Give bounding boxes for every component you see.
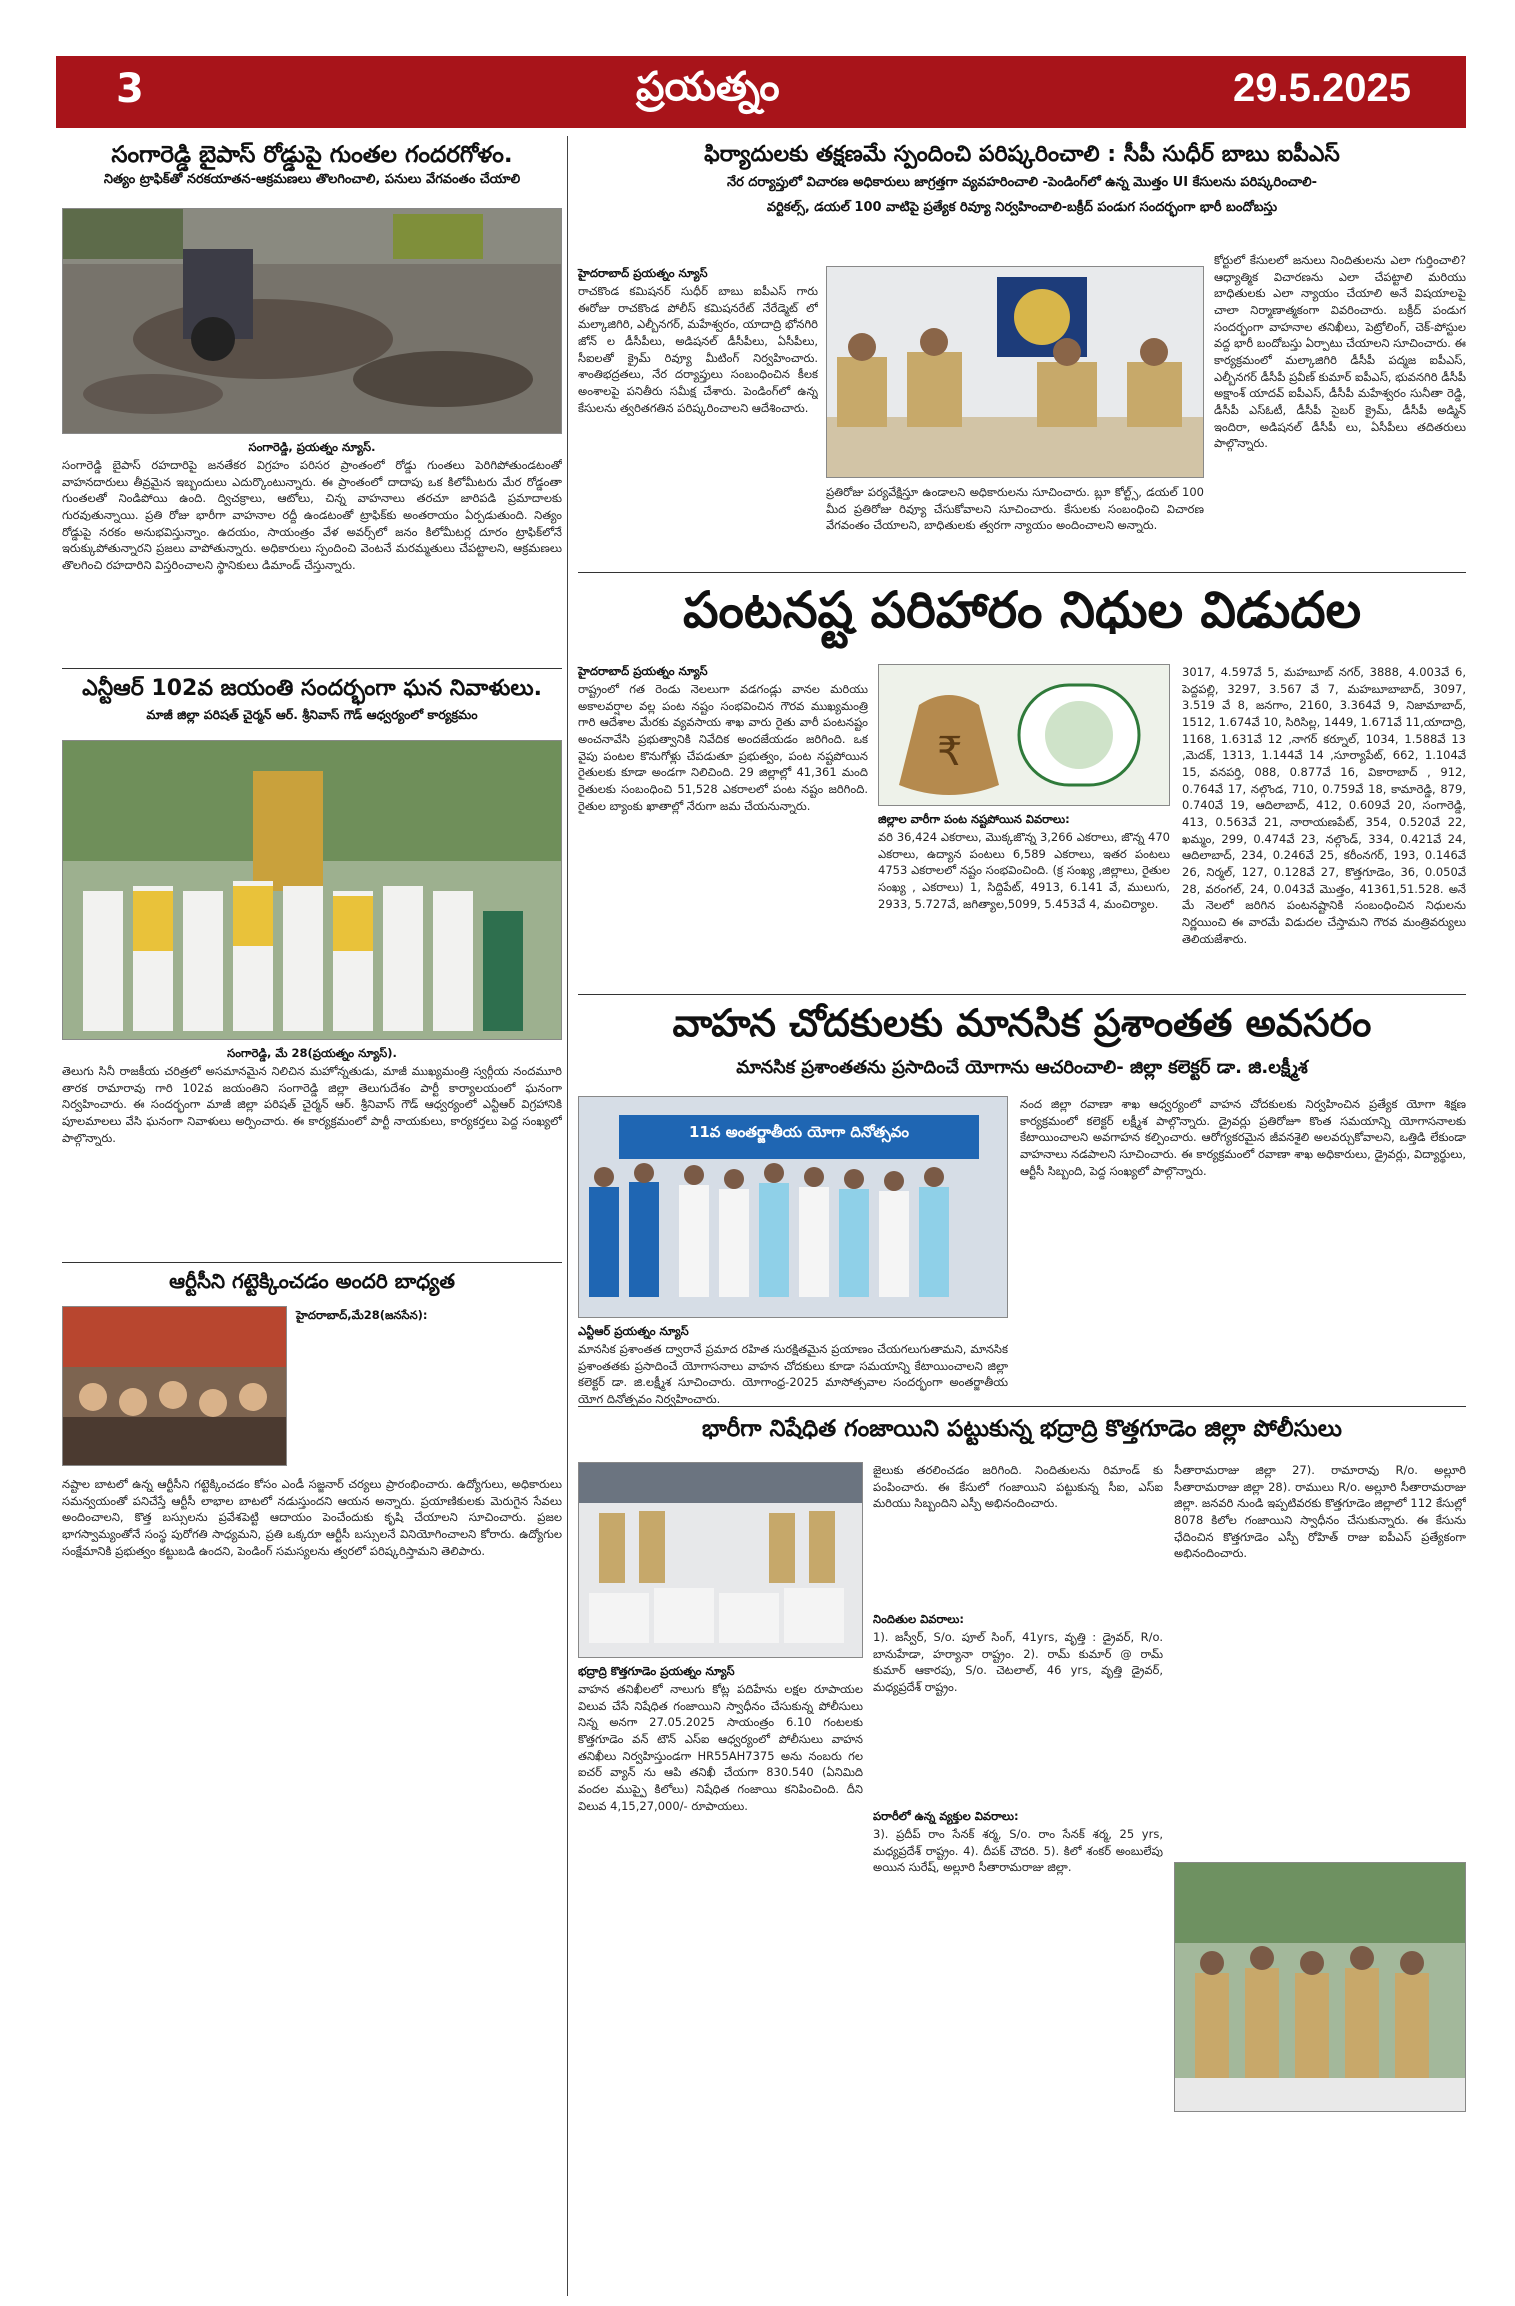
ganja-police-photo <box>1174 1862 1466 2112</box>
rtc-headline: ఆర్టీసీని గట్టెక్కించడం అందరి బాధ్యత <box>169 1269 455 1293</box>
divider <box>578 994 1466 995</box>
absconding-heading: పరారీలో ఉన్న వ్యక్తుల వివరాలు: <box>873 1809 1019 1823</box>
bypass-article <box>62 142 562 189</box>
cp-col-left <box>578 266 818 487</box>
absconding-body: 3). ప్రదీప్ రాం సేనక్ శర్మ, S/o. రాం సేనక్ శర్మ, 25 yrs, మధ్యప్రదేశ్ రాష్ట్రం. 4). దీపక్ చౌదరి. 5). కిలో శంకర్ అంబులేపు అయిన సురేష్, అల్లూరి సీతారామరాజు జిల్లా. <box>873 1827 1163 1875</box>
ganja-body-right: సీతారామరాజు జిల్లా 27). రామారావు R/o. అల్లూరి సీతారామరాజు జిల్లా 28). రాములు R/o. అల్లూరి సీతారామరాజు జిల్లా. జనవరి నుండి ఇప్పటివరకు కొత్తగూడెం జిల్లాలో 112 కేసుల్లో 8078 కిలోల గంజాయిని స్వాధీనం చేసుకున్నారు. ఈ కేసును ఛేదించిన కొత్తగూడెం ఎస్పీ రోహిత్ రాజు ఐపీఎస్ ప్రత్యేకంగా అభినందించారు. <box>1174 1463 1466 1561</box>
rtc-dateline: హైదరాబాద్,మే28(జనసేన): <box>296 1308 428 1322</box>
crop-district-heading: జిల్లాల వారీగా పంట నష్టపోయిన వివరాలు: <box>878 812 1070 826</box>
seized-packets-illustration <box>579 1463 863 1658</box>
cp-body-right: కోర్టులో కేసులలో జనులు నిందితులను ఎలా గుర్తించాలి? ఆధ్యాత్మిక విచారణను ఎలా చేపట్టాలి మరియు బాధితులకు ఎలా న్యాయం చేయాలి అనే విషయాలపై చాలా నిర్మాణాత్మకంగా వివరించారు. బక్రీద్ పండుగ సందర్భంగా వాహనాల తనిఖీలు, పెట్రోలింగ్, చెక్-పోస్టుల వద్ద భారీ బందోబస్తు ఏర్పాటు చేయాలని సూచించారు. ఈ కార్యక్రమంలో మల్కాజిగిరి డీసీపీ పద్మజ ఐపీఎస్, ఎల్బీనగర్ డీసీపీ ప్రవీణ్ కుమార్ ఐపీఎస్, భువనగిరి డీసీపీ అక్షాంశ్ యాదవ్ ఐపీఎస్, డీసీపీ మహేశ్వరం సునీతా రెడ్డి, డీసీపీ ఎస్ఓటీ, డీసీపీ సైబర్ క్రైమ్, డీసీపీ అడ్మిన్ ఇందిరా, అడిషనల్ డీసీపీ లు, ఏసీపీలు తదితరులు పాల్గొన్నారు. <box>1214 253 1466 451</box>
yoga-body-left: మానసిక ప్రశాంతత ద్వారానే ప్రమాద రహిత సురక్షితమైన ప్రయాణం చేయగలుగుతామని, మానసిక ప్రశాంతతకు ప్రసాదించే యోగాసనాలు వాహన చోదకులు కూడా సమయాన్ని కేటాయించాలని జిల్లా కలెక్టర్ డా. జి.లక్ష్మీశ సూచించారు. యోగాంధ్ర-2025 మాసోత్సవాల సందర్భంగా అంతర్జాతీయ యోగ దినోత్సవం నిర్వహించారు. <box>578 1342 1008 1407</box>
ganja-body-left: వాహన తనిఖీలలో నాలుగు కోట్ల పదిహేను లక్షల రూపాయల విలువ చేసే నిషేధిత గంజాయిని స్వాధీనం చేసుకున్న పోలీసులు నిన్న అనగా 27.05.2025 సాయంత్రం 6.10 గంటలకు కొత్తగూడెం వన్ టౌన్ ఎస్ఐ ఆధ్వర్యంలో పోలీసులు వాహన తనిఖీలు నిర్వహిస్తుండగా HR55AH7375 అను నంబరు గల ఐచర్ వ్యాన్ ను ఆపి తనిఖీ చేయగా 830.540 (ఏనిమిది వందల ముప్పై కిలోలు) నిషేధిత గంజాయి కనిపించింది. దీని విలువ 4,15,27,000/- రూపాయలు. <box>578 1682 863 1813</box>
divider <box>578 1406 1466 1407</box>
yoga-photo <box>578 1096 1008 1318</box>
accused-body: 1). జస్వీర్, S/o. పూల్ సింగ్, 41yrs, వృత్తి : డ్రైవర్, R/o. బానుహేడా, హర్యానా రాష్ట్రం. 2). రామ్ కుమార్ @ రామ్ కుమార్ ఆకారపు, S/o. చెటలాల్, 46 yrs, వృత్తి డ్రైవర్, మధ్యప్రదేశ్ రాష్ట్రం. <box>873 1630 1163 1695</box>
page-number: 3 <box>116 66 144 112</box>
cp-subhead-1: నేర దర్యాప్తులో విచారణ అధికారులు జాగ్రత్తగా వ్యవహరించాలి -పెండింగ్‌లో ఉన్న మొత్తం UI కేసులను పరిష్కరించాలి- <box>726 175 1318 191</box>
ntr-subhead: మాజీ జిల్లా పరిషత్ చైర్మన్ ఆర్. శ్రీనివాస్ గౌడ్ ఆధ్వర్యంలో కార్యక్రమం <box>146 707 478 723</box>
cp-meeting-photo <box>826 266 1204 478</box>
ntr-text <box>62 1046 562 1261</box>
cp-body-left: రాచకొండ కమిషనర్ సుధీర్ బాబు ఐపీఎస్ గారు ఈరోజు రాచకొండ పోలీస్ కమిషనరేట్ నేరేడ్మెట్ లో మల్కాజిగిరి, ఎల్బీనగర్, మహేశ్వరం, యాదాద్రి భోనగిరి జోన్ ల డీసీపీలు, అడిషనల్ డీసీపీలు, ఏసీపీలు, సీఐలతో క్రైమ్ రివ్యూ మీటింగ్ నిర్వహించారు. శాంతిభద్రతలు, నేర దర్యాప్తులు సంబంధించిన కీలక అంశాలపై పనితీరు సమీక్ష చేశారు. పెండింగ్‌లో ఉన్న కేసులను త్వరితగతిన పరిష్కరించాలని ఆదేశించారు. <box>578 284 818 415</box>
road-potholes-illustration <box>63 209 562 434</box>
bypass-headline: సంగారెడ్డి బైపాస్ రోడ్డుపై గుంతల గందరగోళం. <box>111 142 513 168</box>
crop-headline: పంటనష్ట పరిహారం నిధుల విడుదల <box>682 581 1362 639</box>
ntr-tribute-photo <box>62 740 562 1040</box>
bypass-dateline: సంగారెడ్డి, ప్రయత్నం న్యూస్. <box>248 440 376 454</box>
ganja-dateline: భద్రాద్రి కొత్తగూడెం ప్రయత్నం న్యూస్ <box>578 1664 735 1678</box>
cp-article <box>578 142 1466 217</box>
money-bag-illustration <box>879 665 1170 806</box>
masthead <box>56 56 1466 128</box>
crop-body-left: రాష్ట్రంలో గత రెండు నెలలుగా వడగండ్లు వానల మరియు అకాలవర్షాల వల్ల పంట నష్టం సంభవించిన గౌరవ ముఖ్యమంత్రి గారి ఆదేశాల మేరకు వ్యవసాయ శాఖ వారు రైతు వారీ పంటనష్టం అంచనావేసి ప్రభుత్వానికి నివేదిక అందజేయడం జరిగింది. ఒక వైపు పంటల కొనుగోళ్లు చేపడుతూ ప్రభుత్వం, పంట నష్టపోయిన రైతులకు కూడా అండగా నిలిచింది. 29 జిల్లాల్లో 41,361 మంది రైతులకు సంబంధించి 51,528 ఎకరాలలో పంట నష్టం జరిగింది. రైతుల బ్యాంకు ఖాతాల్లో నేరుగా జమ చేయనున్నారు. <box>578 682 868 813</box>
issue-date: 29.5.2025 <box>1233 66 1411 110</box>
yoga-dateline: ఎన్టీఆర్ ప్రయత్నం న్యూస్ <box>578 1324 689 1338</box>
yoga-body-right: నంద జిల్లా రవాణా శాఖ ఆధ్వర్యంలో వాహన చోదకులకు నిర్వహించిన ప్రత్యేక యోగా శిక్షణ కార్యక్రమంలో కలెక్టర్ లక్ష్మీశ పాల్గొన్నారు. డ్రైవర్లు ప్రతిరోజూ కొంత సమయాన్ని యోగాసనాలకు కేటాయించాలని అవగాహన కల్పించారు. ఆరోగ్యకరమైన జీవనశైలి అలవర్చుకోవాలని, ఒత్తిడి లేకుండా వాహనాలు నడపాలని సూచించారు. ఈ కార్యక్రమంలో రవాణా శాఖ అధికారులు, డ్రైవర్లు, విద్యార్థులు, ఆర్టీసీ సిబ్బంది, పెద్ద సంఖ్యలో పాల్గొన్నారు. <box>1020 1097 1466 1178</box>
right-column <box>578 136 1466 2296</box>
rtc-bus-photo <box>62 1306 287 1466</box>
rtc-body: నష్టాల బాటలో ఉన్న ఆర్టీసీని గట్టెక్కించడం కోసం ఎండీ సజ్జనార్ చర్యలు ప్రారంభించారు. ఉద్యోగులు, అధికారులు సమన్వయంతో పనిచేస్తే ఆర్టీసీ లాభాల బాటలో నడుస్తుందని ఆయన అన్నారు. ప్రయాణికులకు మెరుగైన సేవలు అందించాలని, కొత్త బస్సులను ప్రవేశపెట్టి ఆదాయం పెంచేందుకు కృషి చేయాలని సూచించారు. ప్రజల భాగస్వామ్యంతోనే సంస్థ పురోగతి సాధ్యమని, ప్రతి ఒక్కరూ ఆర్టీసీ బస్సులనే వినియోగించాలని కోరారు. ఉద్యోగుల సంక్షేమానికి ప్రభుత్వం కట్టుబడి ఉందని, పెండింగ్ సమస్యలను త్వరలో పరిష్కరిస్తామని తెలిపారు. <box>62 1477 562 1558</box>
divider <box>62 668 562 669</box>
police-meeting-illustration <box>827 267 1204 478</box>
divider <box>62 1262 562 1263</box>
bypass-text <box>62 440 562 675</box>
left-column <box>56 136 568 2296</box>
ganja-body-mid: జైలుకు తరలించడం జరిగింది. నిందితులను రిమాండ్ కు పంపించారు. ఈ కేసులో గంజాయిని పట్టుకున్న సీఐ, ఎస్ఐ మరియు సిబ్బందిని ఎస్పీ అభినందించారు. <box>873 1463 1163 1511</box>
ganja-headline: భారీగా నిషేధిత గంజాయిని పట్టుకున్న భద్రాద్రి కొత్తగూడెం జిల్లా పోలీసులు <box>702 1416 1342 1442</box>
crop-col-mid <box>878 812 1170 989</box>
newspaper-page <box>56 56 1466 2296</box>
crop-col-left <box>578 664 868 999</box>
bypass-subhead: నిత్యం ట్రాఫిక్‌తో నరకయాతన-ఆక్రమణలు తొలగించాలి, పనులు వేగవంతం చేయాలి <box>103 172 521 188</box>
bypass-body: సంగారెడ్డి బైపాస్ రహదారిపై జనతేకర విగ్రహం పరిసర ప్రాంతంలో రోడ్డు గుంతలు పెరిగిపోతుండటంతో వాహనదారులు తీవ్రమైన ఇబ్బందులు ఎదుర్కొంటున్నారు. ఈ ప్రాంతంలో దాదాపు ఒక కిలోమీటరు మేర రోడ్డంతా గుంతలతో నిండిపోయి ఉంది. ద్విచక్రాలు, ఆటోలు, చిన్న వాహనాలు తరచూ జారిపడి ప్రమాదాలకు గురవుతున్నాయి. ప్రతి రోజు భారీగా వాహనాల రద్దీ ఉండటంతో ట్రాఫిక్‌కు అంతరాయం ఏర్పడుతుంది. నిత్యం రోడ్డుపై నరకం అనుభవిస్తున్నాం. ఉదయం, సాయంత్రం వేళ అవర్స్‌లో జనం కిలోమీటర్ల దూరం ట్రాఫిక్‌లోనే ఇరుక్కుపోతున్నారని ప్రజలు వాపోతున్నారు. అధికారులు స్పందించి వెంటనే మరమ్మతులు చేపట్టాలని, ఆక్రమణలు తొలగించి రహదారిని విస్తరించాలని స్థానికులు డిమాండ్ చేస్తున్నారు. <box>62 458 562 573</box>
ntr-body: తెలుగు సినీ రాజకీయ చరిత్రలో అసమానమైన నిలిచిన మహోన్నతుడు, మాజీ ముఖ్యమంత్రి స్వర్గీయ నందమూరి తారక రామారావు గారి 102వ జయంతిని సంగారెడ్డి జిల్లా తెలుగుదేశం పార్టీ కార్యాలయంలో ఘనంగా నిర్వహించారు. ఈ సందర్భంగా మాజీ జిల్లా పరిషత్ చైర్మన్ ఆర్. శ్రీనివాస్ గౌడ్ ఆధ్వర్యంలో ఎన్టీఆర్ విగ్రహానికి పూలమాలలు వేసి ఘనంగా నివాళులు అర్పించారు. ఈ కార్యక్రమంలో పార్టీ నాయకులు, కార్యకర్తలు పెద్ద సంఖ్యలో పాల్గొన్నారు. <box>62 1064 562 1145</box>
ntr-group-illustration <box>63 741 562 1040</box>
crop-photo <box>878 664 1170 806</box>
ntr-article <box>62 676 562 724</box>
yoga-banner-text: 11వ అంతర్జాతీయ యోగా దినోత్సవం <box>688 1123 910 1141</box>
accused-heading: నిందితుల వివరాలు: <box>873 1612 964 1626</box>
ganja-col-left <box>578 1664 863 2233</box>
cp-headline: ఫిర్యాదులకు తక్షణమే స్పందించి పరిష్కరించాలి : సీపీ సుధీర్ బాబు ఐపీఎస్ <box>704 142 1340 167</box>
ntr-headline: ఎన్టీఆర్ 102వ జయంతి సందర్భంగా ఘన నివాళులు. <box>82 676 542 701</box>
bypass-road-photo <box>62 208 562 434</box>
cp-subhead-2: వర్టికల్స్, డయల్ 100 వాటిపై ప్రత్యేక రివ్యూ నిర్వహించాలి-బక్రీద్ పండుగ సందర్భంగా భారీ బందోబస్తు <box>766 200 1278 216</box>
cp-body-mid: ప్రతిరోజు పర్యవేక్షిస్తూ ఉండాలని అధికారులను సూచించారు. బ్లూ కోల్ట్స్, డయల్ 100 మీద ప్రతిరోజు రివ్యూ చేసుకోవాలని సూచించారు. కేసులకు సంబంధించి విచారణ వేగవంతం చేయాలని, బాధితులకు త్వరగా న్యాయం అందించాలని అన్నారు. <box>826 485 1204 533</box>
rtc-crowd-illustration <box>63 1307 287 1466</box>
yoga-headline: వాహన చోదకులకు మానసిక ప్రశాంతత అవసరం <box>672 1001 1372 1045</box>
ntr-dateline: సంగారెడ్డి, మే 28(ప్రయత్నం న్యూస్). <box>227 1046 397 1060</box>
yoga-subhead: మానసిక ప్రశాంతతను ప్రసాదించే యోగాను ఆచరించాలి- జిల్లా కలెక్టర్ డా. జి.లక్ష్మీశ <box>736 1057 1308 1078</box>
police-team-illustration <box>1175 1863 1466 2112</box>
ganja-col-mid <box>873 1462 1163 2006</box>
yoga-col-left <box>578 1324 1008 1411</box>
divider <box>578 572 1466 573</box>
crop-body-right: 3017, 4.597వే 5, మహబూబ్ నగర్, 3888, 4.003వే 6, పెద్దపల్లి, 3297, 3.567 వే 7, మహబూబాబాద్, 3097, 3.519 వే 8, జనగాం, 2160, 3.364వే 9, నిజామాబాద్, 1512, 1.674వే 10, సిరిసిల్ల, 1449, 1.671వే 11,యాదాద్రి, 1168, 1.631వే 12 ,నాగర్ కర్నూల్, 1034, 1.588వే 13 ,మెదక్, 1313, 1.144వే 14 ,సూర్యాపేట్, 662, 1.104వే 15, వనపర్తి, 088, 0.877వే 16, వికారాబాద్ , 912, 0.764వే 17, నల్గొండ, 710, 0.759వే 18, కామారెడ్డి, 879, 0.740వే 19, ఆదిలాబాద్, 412, 0.609వే 20, సంగారెడ్డి, 413, 0.563వే 21, నారాయణపేట్, 354, 0.520వే 22, ఖమ్మం, 299, 0.474వే 23, నల్గొండ్, 334, 0.421వే 24, ఆదిలాబాద్, 234, 0.246వే 25, కరీంనగర్, 193, 0.146వే 26, నిర్మల్, 127, 0.128వే 27, కొత్తగూడెం, 36, 0.050వే 28, వరంగల్, 24, 0.043వే మొత్తం, 41361,51.528. అనే మే నెలలో జరిగిన పంటనష్టానికి సంబంధించిన నిధులను నిర్ణయించి ఈ వారమే విడుదల చేస్తామని గౌరవ మంత్రివర్యులు తెలియజేశారు. <box>1182 665 1466 946</box>
rtc-article <box>62 1270 562 1293</box>
rtc-text-top <box>296 1308 562 1325</box>
svg-text:₹: ₹ <box>937 729 963 775</box>
crop-body-mid: వరి 36,424 ఎకరాలు, మొక్కజొన్న 3,266 ఎకరాలు, జొన్న 470 ఎకరాలు, ఉద్యాన పంటలు 6,589 ఎకరాలు, ఇతర పంటలు 4753 ఎకరాలలో నష్టం సంభవించింది. (క్ర సంఖ్య ,జిల్లాలు, రైతుల సంఖ్య , ఎకరాలు) 1, సిద్దిపేట్, 4913, 6.141 వే, ములుగు, 2933, 5.727వే, జగిత్యాల,5099, 5.453వే 4, మంచిర్యాల. <box>878 830 1170 911</box>
cp-dateline: హైదరాబాద్ ప్రయత్నం న్యూస్ <box>578 266 708 280</box>
ganja-seizure-photo <box>578 1462 863 1658</box>
paper-name: ప్రయత్నం <box>636 64 780 110</box>
crop-dateline: హైదరాబాద్ ప్రయత్నం న్యూస్ <box>578 664 708 678</box>
